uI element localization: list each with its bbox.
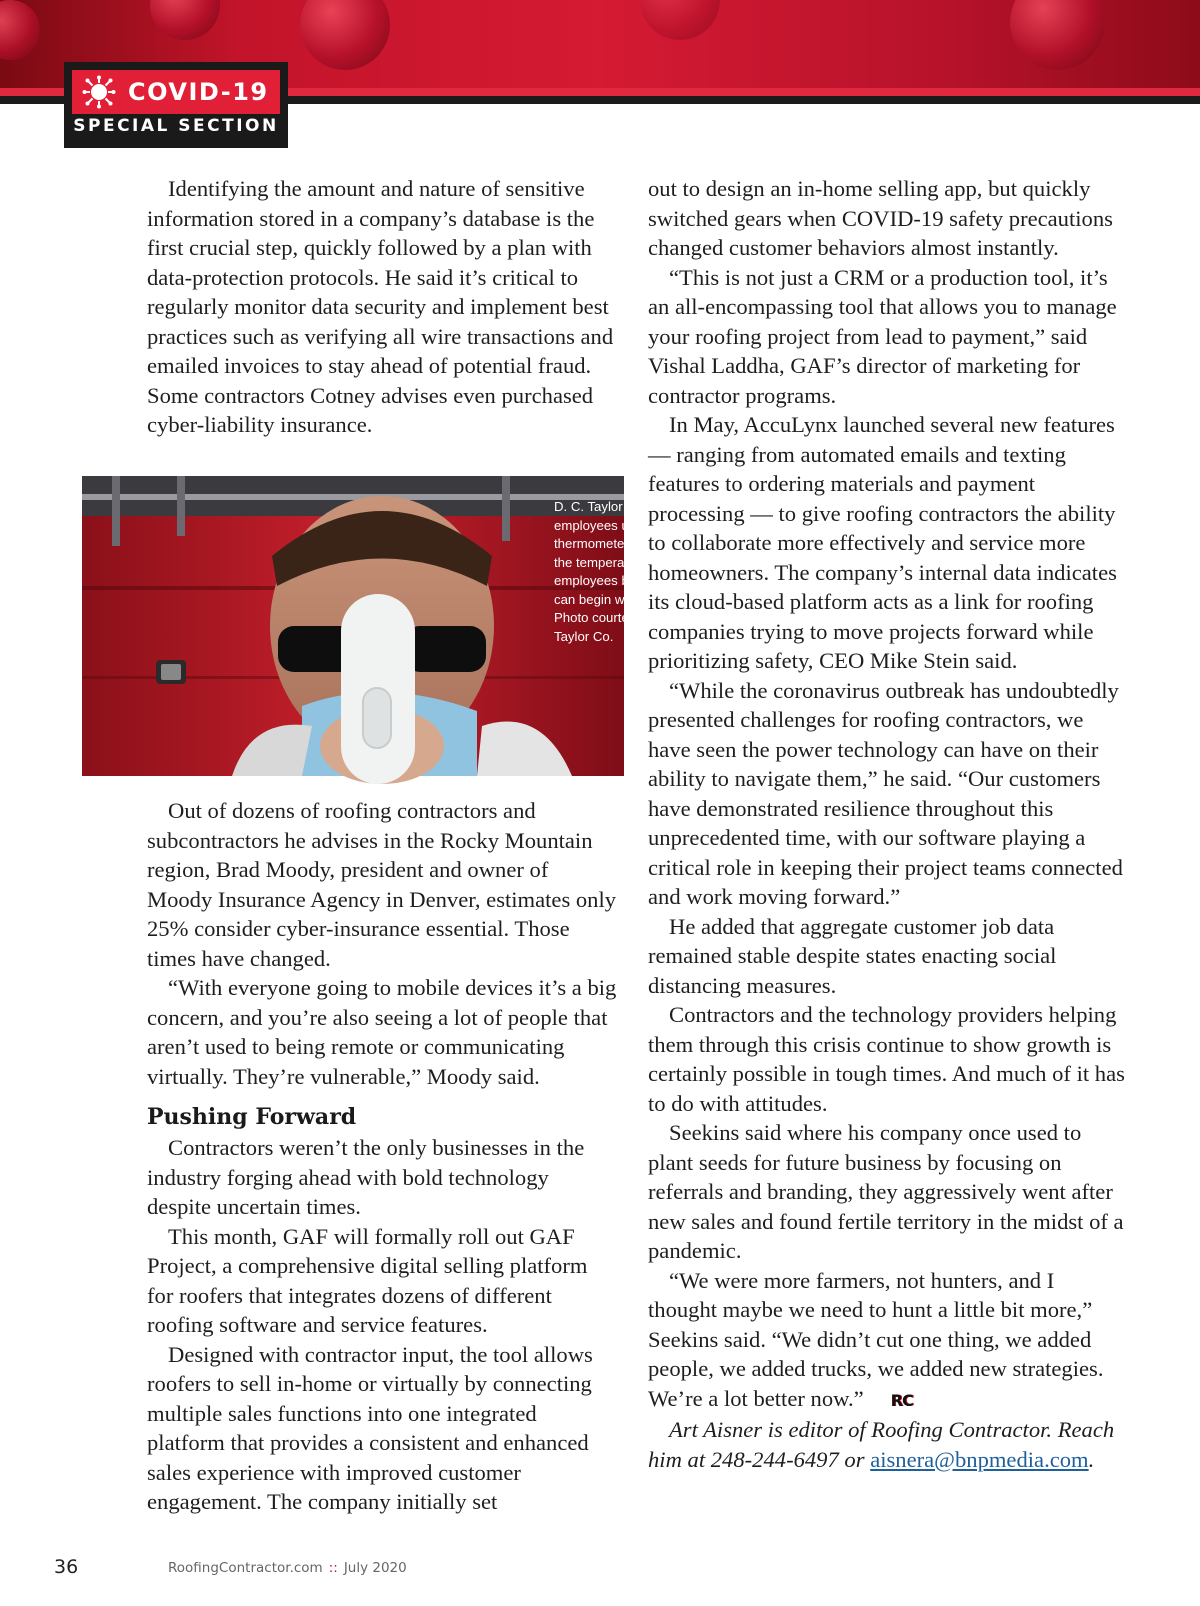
virus-graphic: [640, 0, 720, 40]
virus-icon: [82, 75, 116, 109]
virus-graphic: [150, 0, 220, 40]
footer-issue: July 2020: [343, 1560, 407, 1576]
body-paragraph: Seekins said where his company once used to plant seeds for future business by focusing on referrals and branding, they aggressively went after new sales and found fertile territory in the midst of a pandemic.: [648, 1120, 1124, 1263]
badge-subtitle: SPECIAL SECTION: [73, 116, 279, 136]
author-byline: [648, 1415, 1126, 1474]
body-paragraph: “While the coronavirus outbreak has undoubtedly presented challenges for roofing contractors, we have seen the power technology can have on their ability to navigate them,” he said. “Our customers have demonstrated resilience throughout this unprecedented time, with our software playing a critical role in keeping their project teams connected and work moving forward.”: [648, 677, 1123, 909]
body-paragraph: Designed with contractor input, the tool allows roofers to sell in-home or virtually by connecting multiple sales functions into one integrated platform that provides a consistent and enhanced sales experience with improved customer engagement. The company initially set: [147, 1341, 593, 1514]
badge-top: [72, 70, 280, 114]
left-column-bottom: [147, 796, 617, 1517]
section-subhead: Pushing Forward: [147, 1104, 357, 1130]
page-footer: [0, 1556, 1200, 1586]
footer-site: RoofingContractor.com: [168, 1560, 323, 1576]
body-paragraph: Identifying the amount and nature of sensitive information stored in a company’s database is the first crucial step, quickly followed by a plan with data-protection protocols. He said it’s critical to regularly monitor data security and implement best practices such as verifying all wire transactions and emailed invoices to stay ahead of potential fraud. Some contractors Cotney advises even purchased cyber-liability insurance.: [147, 176, 614, 437]
article-photo: [82, 476, 691, 776]
photo-caption: D. C. Taylor Co. employees use digital thermometers to check the temperatures of employees before they can begin working. Photo courtesy of D. C. Taylor Co.: [554, 499, 691, 644]
closing-paragraph: [648, 1266, 1126, 1416]
author-email-link[interactable]: aisnera@bnpmedia.com: [870, 1446, 1089, 1472]
byline-end: .: [1088, 1446, 1095, 1472]
left-column-top: [147, 174, 617, 440]
virus-graphic: [0, 0, 40, 60]
virus-graphic: [300, 0, 390, 70]
photo-illustration: [82, 476, 624, 776]
page-number: 36: [54, 1556, 79, 1578]
covid-badge: [64, 62, 288, 148]
body-paragraph: Contractors weren’t the only businesses in the industry forging ahead with bold technology despite uncertain times.: [147, 1135, 585, 1219]
body-paragraph: Contractors and the technology providers helping them through this crisis continue to show growth is certainly possible in tough times. And much of it has to do with attitudes.: [648, 1002, 1125, 1116]
rc-end-mark: RC: [890, 1390, 913, 1410]
virus-graphic: [1010, 0, 1105, 70]
closing-text: “We were more farmers, not hunters, and I thought maybe we need to hunt a little bit more,” Seekins said. “We didn’t cut one thing, we added people, we added trucks, we added new strategies. We’re a lot better now.”: [648, 1267, 1104, 1411]
body-paragraph: “This is not just a CRM or a production tool, it’s an all-encompassing tool that allows you to manage your roofing project from lead to payment,” said Vishal Laddha, GAF’s director of marketing for contractor programs.: [648, 264, 1117, 408]
body-paragraph: This month, GAF will formally roll out GAF Project, a comprehensive digital selling platform for roofers that integrates dozens of different roofing software and service features.: [147, 1223, 588, 1337]
badge-title: COVID-19: [128, 78, 269, 106]
body-paragraph: “With everyone going to mobile devices it’s a big concern, and you’re also seeing a lot of people that aren’t used to being remote or communicating virtually. They’re vulnerable,” Moody said.: [147, 975, 617, 1089]
body-paragraph: Out of dozens of roofing contractors and subcontractors he advises in the Rocky Mountain region, Brad Moody, president and owner of Moody Insurance Agency in Denver, estimates only 25% consider cyber-insurance essential. Those times have changed.: [147, 798, 617, 971]
body-paragraph: He added that aggregate customer job data remained stable despite states enacting social distancing measures.: [648, 913, 1057, 998]
right-column: [648, 174, 1126, 1474]
body-paragraph: In May, AccuLynx launched several new features — ranging from automated emails and texting features to ordering materials and payment processing — to give roofing contractors the ability to collaborate more effectively and service more homeowners. The company’s internal data indicates its cloud-based platform acts as a link for roofing companies trying to move projects forward while prioritizing safety, CEO Mike Stein said.: [648, 412, 1117, 673]
byline-text: Art Aisner is editor of Roofing Contractor. Reach him at 248-244-6497 or: [648, 1417, 1115, 1472]
footer-separator: ::: [328, 1560, 338, 1576]
body-paragraph: out to design an in-home selling app, but quickly switched gears when COVID-19 safety precautions changed customer behaviors almost instantly.: [648, 176, 1113, 260]
footer-publication: [168, 1560, 407, 1576]
